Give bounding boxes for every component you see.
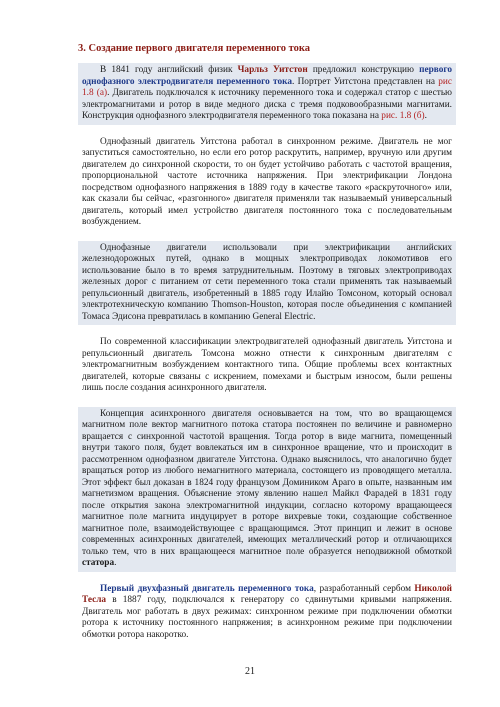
section-title: 3. Создание первого двигателя переменного тока xyxy=(78,43,311,54)
bold-word: статора xyxy=(82,558,115,568)
text: , разработанный сербом xyxy=(313,583,415,594)
person-name: Николой Тесла xyxy=(82,583,452,605)
text: предложил конструкцию xyxy=(307,65,420,75)
paragraph-classification xyxy=(78,335,456,397)
paragraph-text: По современной классификации электродвигателей однофазный двигатель Уитстона и репульсионный двигатель Томсона можно отнести к синхронным двигателям с электромагнитным возбуждением контактного типа. Общие проблемы всех контактных двигателей, которые связаны с искрением, помехами и быстрым износом, были решены лишь после создания асинхронного двигателя. xyxy=(82,337,452,393)
text: . Двигатель подключался к источнику переменного тока и содержал статор с шестью электромагнитами и ротор в виде медного диска с тремя подковообразными магнитами. Конструкция однофазного электродвигателя переменного тока показана на xyxy=(82,88,452,121)
figure-link[interactable]: рис 1.8 (а) xyxy=(82,76,452,98)
page-number: 21 xyxy=(245,666,255,677)
paragraph-text: Однофазный двигатель Уитстона работал в синхронном режиме. Двигатель не мог запуститься самостоятельно, но если его ротор раскрутить, например, вручную или другим двигателем до синхронной скорости, то он будет устойчиво работать с частотой вращения, пропорциональной частоте источника напряжения. При электрификации Лондона посредством однофазного напряжения в 1889 году в качестве такого «раскруточного» или, как сказали бы сейчас, «разгонного» двигателя применяли так называемый универсальный двигатель, который имел устройство двигателя постоянного тока с последовательным возбуждением. xyxy=(82,136,452,227)
paragraph-synchronous xyxy=(78,135,456,231)
paragraph-wheatstone-intro xyxy=(78,63,456,125)
paragraph-tesla xyxy=(78,582,456,644)
person-name: Чарльз Уитстон xyxy=(237,65,308,75)
text: В 1841 году английский физик xyxy=(100,65,238,75)
paragraph-text: Однофазные двигатели использовали при электрификации английских железнодорожных путей, однако в мощных электроприводах локомотивов его использование было в то время затруднительным. Поэтому в тяговых электроприводах железных дорог с питанием от сети переменного тока стали применять так называемый репульсионный двигатель, изобретенный в 1885 году Илайю Томсоном, который основал электротехническую компанию Thomson-Houston, которая после объединения с компанией Томаса Эдисона превратилась в компанию General Electric. xyxy=(82,242,452,322)
text: . xyxy=(424,111,427,121)
text: . xyxy=(114,558,117,568)
figure-link[interactable]: рис. 1.8 (б) xyxy=(381,111,425,121)
text: в 1887 году, подключался к генератору со сдвинутыми кривыми напряжения. Двигатель мог работать в двух режимах: синхронном режиме при подключении обмотки ротора к источнику постоянного напряжения; в асинхронном режиме при подключении обмотки ротора накоротко. xyxy=(82,595,452,640)
paragraph-railways xyxy=(78,241,456,326)
highlight-term: Первый двухфазный двигатель переменного тока xyxy=(100,583,314,594)
text: Концепция асинхронного двигателя основывается на том, что во вращающемся магнитном поле вектор магнитного потока статора постоянен по величине и равномерно вращается с синхронной частотой вращения. Тогда ротор в виде магнита, помещенный внутри такого поля, будет вовлекаться им в синхронное вращение, что и происходит в рассмотренном однофазном двигателе Уитстона. Однако выяснилось, что аналогично будет вращаться ротор из любого немагнитного материала, состоящего из проводящего металла. Этот эффект был доказан в 1824 году французом Домиником Араго в опыте, названным им магнетизмом вращения. Объяснение этому явлению нашел Майкл Фарадей в 1831 году после открытия закона электромагнитной индукции, согласно которому вращающееся магнитное поле магнита индуцирует в роторе вихревые токи, создающие собственное магнитное поле, взаимодействующее с вращающимся. Этот принцип и лежит в основе современных асинхронных двигателей, имеющих металлический ротор и отличающихся только тем, что в них вращающееся магнитное поле образуется неподвижной обмоткой xyxy=(82,408,452,557)
paragraph-async-concept xyxy=(78,407,456,572)
text: . Портрет Уитстона представлен на xyxy=(292,76,439,87)
highlight-term: первого однофазного электродвигателя переменного тока xyxy=(82,65,453,87)
